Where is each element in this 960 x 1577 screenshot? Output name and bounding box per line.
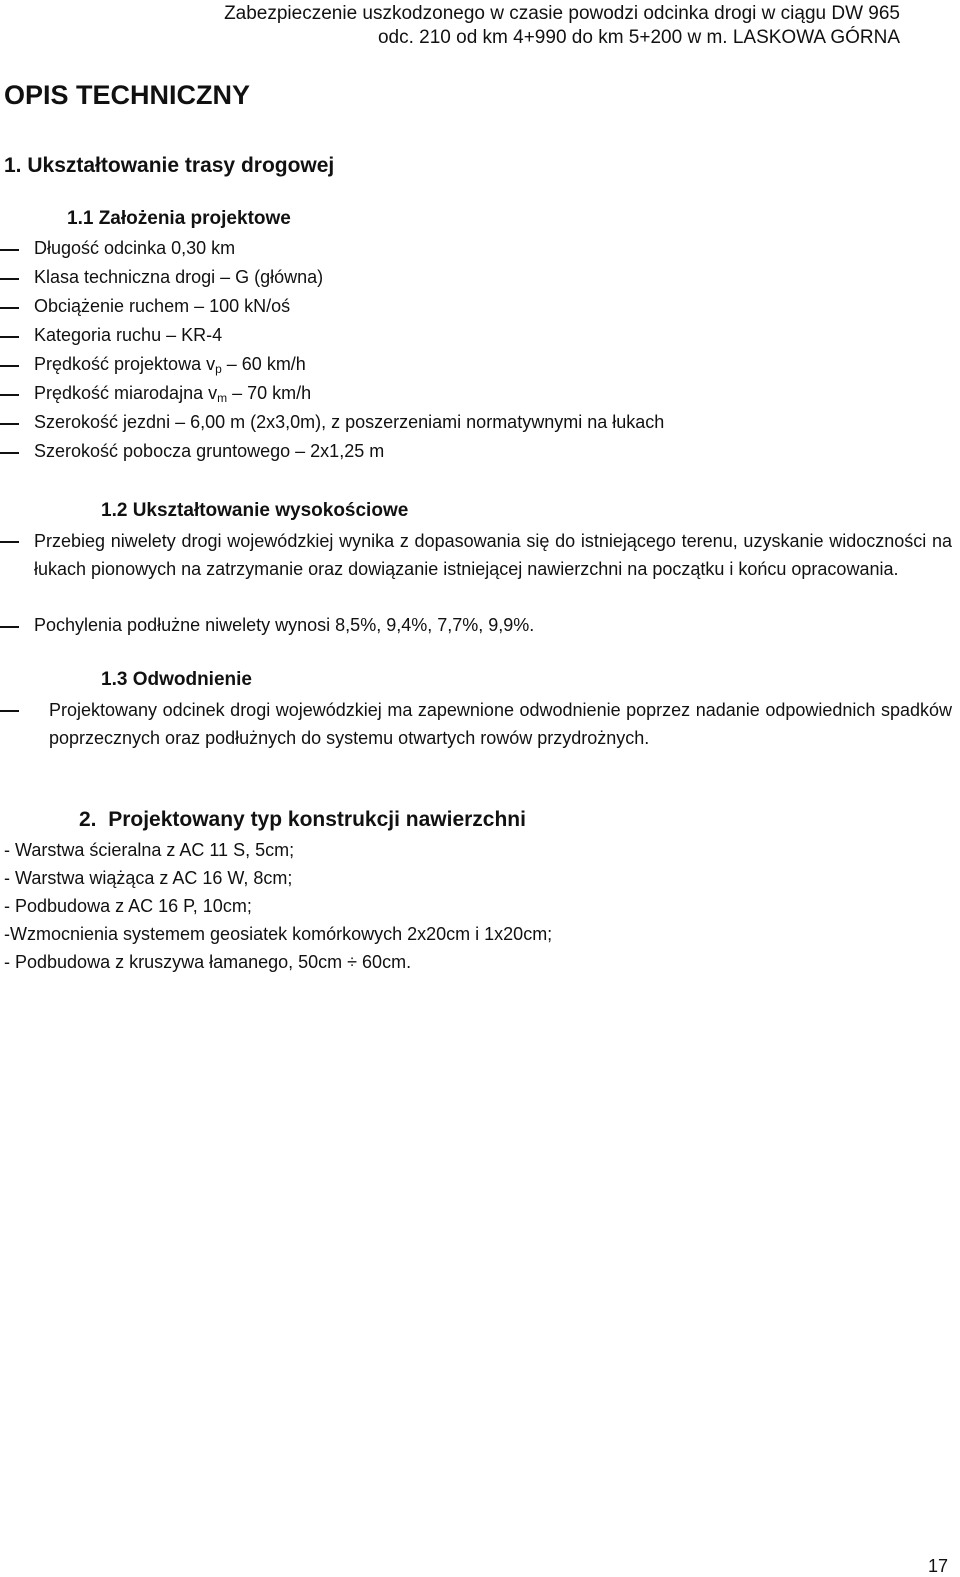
list-dash [0,710,19,712]
list-dash [0,541,19,543]
subsection-1-1-heading: 1.1 Założenia projektowe [67,208,291,229]
document-title: OPIS TECHNICZNY [4,80,251,110]
list-dash [0,626,19,628]
list-dash [0,423,19,425]
section-1-heading [4,154,334,178]
section-2-number: 2. [79,808,97,831]
layer-item: - Warstwa wiążąca z AC 16 W, 8cm; [4,868,293,888]
paragraph: Przebieg niwelety drogi wojewódzkiej wynika z dopasowania się do istniejącego terenu, uzyskanie widoczności na łukach pionowych na zatrzymanie oraz dowiązanie istniejącej nawierzchni na początku i końcu opracowania. [34,531,952,579]
list-item: Szerokość jezdni – 6,00 m (2x3,0m), z poszerzeniami normatywnymi na łukach [34,412,665,432]
list-dash [0,249,19,251]
subsection-1-3-heading: 1.3 Odwodnienie [101,669,252,690]
layer-item: - Podbudowa z kruszywa łamanego, 50cm ÷ 60cm. [4,952,412,972]
list-dash [0,394,19,396]
list-dash [0,365,19,367]
list-item: Szerokość pobocza gruntowego – 2x1,25 m [34,441,385,461]
page-number: 17 [927,1556,948,1576]
layer-item: - Warstwa ścieralna z AC 11 S, 5cm; [4,840,295,860]
list-item: Kategoria ruchu – KR-4 [34,325,223,345]
design-speed-label: Prędkość projektowa v [34,354,216,374]
list-dash [0,336,19,338]
measured-speed-label: Prędkość miarodajna v [34,383,218,403]
list-dash [0,278,19,280]
header-line-2: odc. 210 od km 4+990 do km 5+200 w m. LASKOWA GÓRNA [377,27,900,48]
section-1-number: 1. [4,154,22,177]
document-header [224,2,900,50]
design-speed-subscript: p [215,362,222,376]
section-2-title: Projektowany typ konstrukcji nawierzchni [108,808,526,831]
layer-item: -Wzmocnienia systemem geosiatek komórkowych 2x20cm i 1x20cm; [4,924,553,944]
list-item: Pochylenia podłużne niwelety wynosi 8,5%, 9,4%, 7,7%, 9,9%. [34,615,535,635]
layer-item: - Podbudowa z AC 16 P, 10cm; [4,896,252,916]
section-2-heading [79,808,526,832]
design-speed-value: – 60 km/h [221,354,306,374]
list-dash [0,307,19,309]
subsection-1-2-heading: 1.2 Ukształtowanie wysokościowe [101,500,409,521]
list-item: Obciążenie ruchem – 100 kN/oś [34,296,291,316]
measured-speed-subscript: m [217,391,228,405]
list-dash [0,452,19,454]
measured-speed-value: – 70 km/h [227,383,312,403]
list-item: Klasa techniczna drogi – G (główna) [34,267,324,287]
header-line-1: Zabezpieczenie uszkodzonego w czasie powodzi odcinka drogi w ciągu DW 965 [224,3,900,24]
list-item-measured-speed [34,383,311,404]
section-1-title: Ukształtowanie trasy drogowej [27,154,335,177]
list-item: Długość odcinka 0,30 km [34,238,236,258]
paragraph: Projektowany odcinek drogi wojewódzkiej ma zapewnione odwodnienie poprzez nadanie odpowiednich spadków poprzecznych oraz podłużnych do systemu otwartych rowów przydrożnych. [49,700,952,748]
list-item-design-speed [34,354,306,375]
